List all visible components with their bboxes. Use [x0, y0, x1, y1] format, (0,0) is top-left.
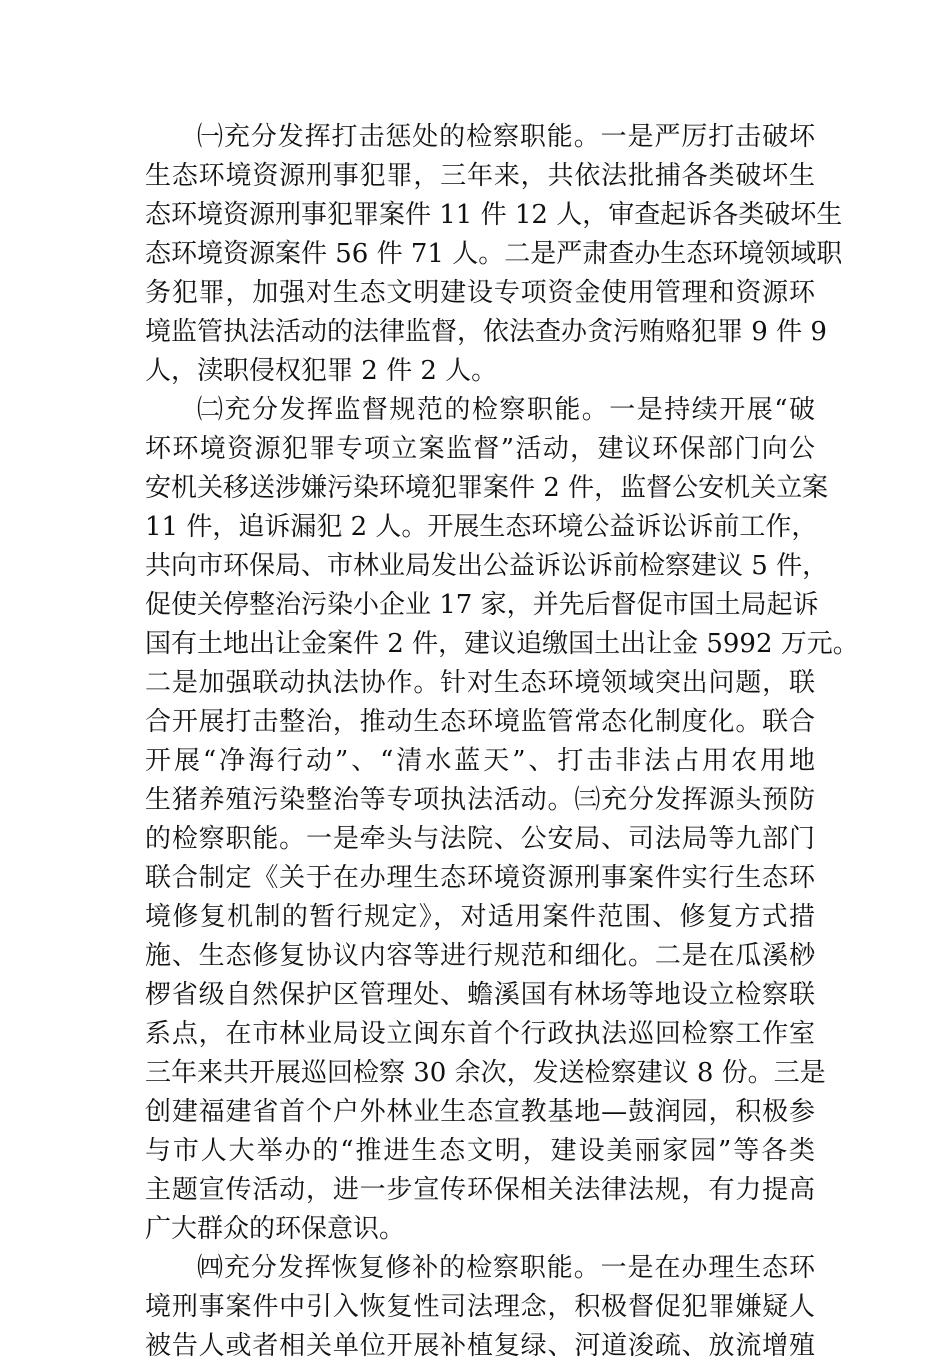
body-text: [145, 118, 859, 1366]
text-line: 促使关停整治污染小企业 17 家，并先后督促市国土局起诉: [145, 590, 819, 620]
text-line: 坏环境资源犯罪专项立案监督”活动，建议环保部门向公: [145, 434, 815, 464]
text-line: 被告人或者相关单位开展补植复绿、河道浚疏、放流增殖: [145, 1331, 815, 1361]
text-line: 国有土地出让金案件 2 件，建议追缴国土出让金 5992 万元。: [145, 629, 859, 659]
text-line: 共向市环保局、市林业局发出公益诉讼诉前检察建议 5 件，: [145, 551, 829, 581]
text-line: 态环境资源刑事犯罪案件 11 件 12 人，审查起诉各类破坏生: [145, 200, 843, 230]
text-line: 开展“净海行动”、“清水蓝天”、打击非法占用农用地: [145, 746, 815, 776]
text-line: 与市人大举办的“推进生态文明，建设美丽家园”等各类: [145, 1136, 815, 1166]
text-line: 主题宣传活动，进一步宣传环保相关法律法规，有力提高: [145, 1175, 815, 1205]
text-line: 务犯罪，加强对生态文明建设专项资金使用管理和资源环: [145, 278, 815, 308]
text-line: 态环境资源案件 56 件 71 人。二是严肃查办生态环境领域职: [145, 239, 843, 269]
text-line: 二是加强联动执法协作。针对生态环境领域突出问题，联: [145, 668, 815, 698]
text-line: 人，渎职侵权犯罪 2 件 2 人。: [145, 356, 498, 386]
text-line: 的检察职能。一是牵头与法院、公安局、司法局等九部门: [145, 824, 815, 854]
text-line: 安机关移送涉嫌污染环境犯罪案件 2 件，监督公安机关立案: [145, 473, 829, 503]
text-line: ㈣充分发挥恢复修补的检察职能。一是在办理生态环: [197, 1253, 815, 1283]
text-line: 境刑事案件中引入恢复性司法理念，积极督促犯罪嫌疑人: [145, 1292, 815, 1322]
text-line: 施、生态修复协议内容等进行规范和细化。二是在瓜溪桫: [145, 941, 815, 971]
text-line: 三年来共开展巡回检察 30 余次，发送检察建议 8 份。三是: [145, 1058, 826, 1088]
text-line: 11 件，追诉漏犯 2 人。开展生态环境公益诉讼诉前工作，: [145, 512, 818, 542]
text-line: 广大群众的环保意识。: [145, 1214, 406, 1244]
text-line: 境修复机制的暂行规定》，对适用案件范围、修复方式措: [145, 902, 815, 932]
text-line: 系点，在市林业局设立闽东首个行政执法巡回检察工作室: [145, 1019, 815, 1049]
text-line: 生猪养殖污染整治等专项执法活动。㈢充分发挥源头预防: [145, 785, 815, 815]
text-line: 联合制定《关于在办理生态环境资源刑事案件实行生态环: [145, 863, 815, 893]
text-line: ㈠充分发挥打击惩处的检察职能。一是严厉打击破坏: [197, 122, 815, 152]
text-line: 合开展打击整治，推动生态环境监管常态化制度化。联合: [145, 707, 815, 737]
text-line: 椤省级自然保护区管理处、蟾溪国有林场等地设立检察联: [145, 980, 815, 1010]
text-line: ㈡充分发挥监督规范的检察职能。一是持续开展“破: [197, 395, 815, 425]
text-line: 生态环境资源刑事犯罪，三年来，共依法批捕各类破坏生: [145, 161, 815, 191]
text-line: 境监管执法活动的法律监督，依法查办贪污贿赂犯罪 9 件 9: [145, 317, 827, 347]
text-line: 创建福建省首个户外林业生态宣教基地—鼓润园，积极参: [145, 1097, 815, 1127]
